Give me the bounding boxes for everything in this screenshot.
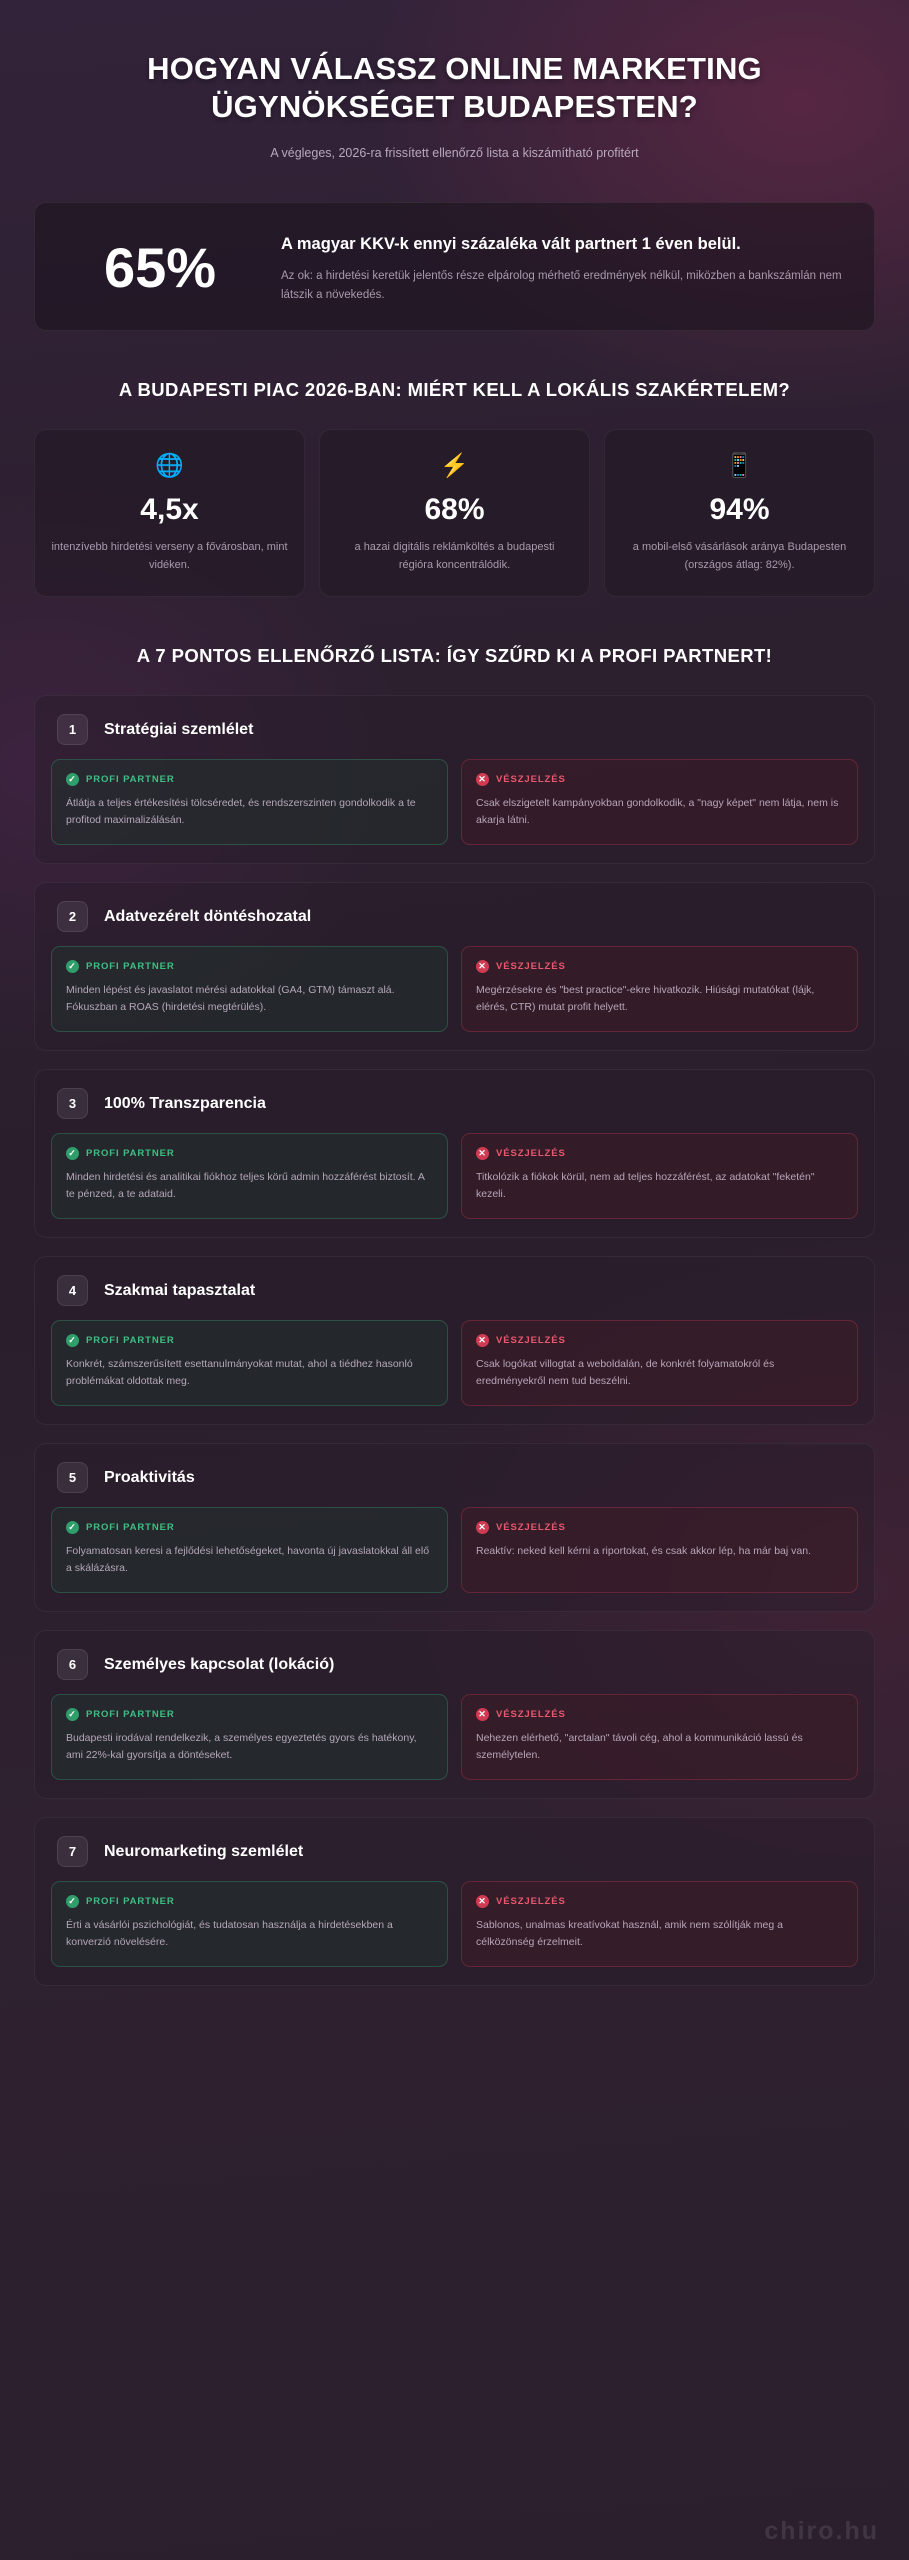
good-panel-head bbox=[66, 1147, 433, 1160]
bad-panel-label: VÉSZJELZÉS bbox=[496, 1896, 566, 1908]
checklist-item-panels bbox=[51, 1133, 858, 1219]
market-card bbox=[34, 429, 305, 597]
good-panel bbox=[51, 1320, 448, 1406]
good-panel-label: PROFI PARTNER bbox=[86, 1522, 175, 1534]
market-card-value: 68% bbox=[424, 493, 485, 527]
lightning-icon: ⚡ bbox=[440, 452, 469, 479]
good-panel bbox=[51, 759, 448, 845]
check-circle-icon: ✓ bbox=[66, 1334, 79, 1347]
good-panel bbox=[51, 1694, 448, 1780]
checklist-item bbox=[34, 1256, 875, 1425]
bad-panel bbox=[461, 1320, 858, 1406]
mobile-icon: 📱 bbox=[725, 452, 754, 479]
check-circle-icon: ✓ bbox=[66, 1895, 79, 1908]
bad-panel bbox=[461, 759, 858, 845]
checklist-item bbox=[34, 1069, 875, 1238]
checklist-item bbox=[34, 1817, 875, 1986]
cross-circle-icon: ✕ bbox=[476, 1147, 489, 1160]
bad-panel-head bbox=[476, 773, 843, 786]
good-panel-text: Minden lépést és javaslatot mérési adatokkal (GA4, GTM) támaszt alá. Fókuszban a ROAS (hirdetési megtérülés). bbox=[66, 984, 395, 1014]
good-panel bbox=[51, 1133, 448, 1219]
checklist-item-panels bbox=[51, 759, 858, 845]
good-panel-label: PROFI PARTNER bbox=[86, 774, 175, 786]
bad-panel-text: Titkolózik a fiókok körül, nem ad teljes hozzáférést, az adatokat "feketén" kezeli. bbox=[476, 1171, 815, 1201]
good-panel-label: PROFI PARTNER bbox=[86, 961, 175, 973]
bad-panel-text: Nehezen elérhető, "arctalan" távoli cég, ahol a kommunikáció lassú és személytelen. bbox=[476, 1732, 803, 1762]
stat-highlight-body bbox=[281, 229, 844, 305]
good-panel-text: Átlátja a teljes értékesítési tölcséredet, és rendszerszinten gondolkodik a te profitod maximalizálásán. bbox=[66, 797, 416, 827]
bad-panel-head bbox=[476, 1147, 843, 1160]
checklist-item-panels bbox=[51, 1694, 858, 1780]
checklist-item-title: Szakmai tapasztalat bbox=[104, 1281, 256, 1299]
cross-circle-icon: ✕ bbox=[476, 1708, 489, 1721]
page-subtitle: A végleges, 2026-ra frissített ellenőrző lista a kiszámítható profitért bbox=[270, 145, 639, 160]
checklist-item-number: 1 bbox=[57, 714, 88, 745]
checklist-item-head bbox=[51, 1460, 858, 1507]
stat-highlight-title: A magyar KKV-k ennyi százaléka vált partnert 1 éven belül. bbox=[281, 234, 741, 253]
market-card bbox=[604, 429, 875, 597]
good-panel bbox=[51, 1881, 448, 1967]
checklist-item-head bbox=[51, 1647, 858, 1694]
stat-highlight-number: 65% bbox=[103, 235, 217, 299]
checklist-item-title: Neuromarketing szemlélet bbox=[104, 1842, 304, 1860]
checklist-item-head bbox=[51, 1086, 858, 1133]
cross-circle-icon: ✕ bbox=[476, 773, 489, 786]
bad-panel-head bbox=[476, 1708, 843, 1721]
bad-panel-label: VÉSZJELZÉS bbox=[496, 1148, 566, 1160]
check-circle-icon: ✓ bbox=[66, 960, 79, 973]
good-panel-head bbox=[66, 960, 433, 973]
bad-panel-text: Csak elszigetelt kampányokban gondolkodik, a "nagy képet" nem látja, nem is akarja látni. bbox=[476, 797, 839, 827]
cross-circle-icon: ✕ bbox=[476, 960, 489, 973]
cross-circle-icon: ✕ bbox=[476, 1521, 489, 1534]
good-panel-head bbox=[66, 1708, 433, 1721]
checklist-item-title: Személyes kapcsolat (lokáció) bbox=[104, 1655, 335, 1673]
bad-panel-label: VÉSZJELZÉS bbox=[496, 1709, 566, 1721]
bad-panel-text: Megérzésekre és "best practice"-ekre hivatkozik. Hiúsági mutatókat (lájk, elérés, CTR) mutat profit helyett. bbox=[476, 984, 815, 1014]
checklist-item-panels bbox=[51, 1881, 858, 1967]
check-circle-icon: ✓ bbox=[66, 773, 79, 786]
checklist-item-head bbox=[51, 899, 858, 946]
page-title: HOGYAN VÁLASSZ ONLINE MARKETING ÜGYNÖKSÉGET BUDAPESTEN? bbox=[147, 51, 762, 124]
stat-highlight-card bbox=[34, 202, 875, 332]
check-circle-icon: ✓ bbox=[66, 1521, 79, 1534]
hero-section bbox=[34, 34, 875, 168]
cross-circle-icon: ✕ bbox=[476, 1895, 489, 1908]
checklist-item-title: 100% Transzparencia bbox=[104, 1094, 266, 1112]
checklist-item-number: 7 bbox=[57, 1836, 88, 1867]
good-panel-text: Érti a vásárlói pszichológiát, és tudatosan használja a hirdetésekben a konverzió növelésére. bbox=[66, 1919, 393, 1949]
good-panel-label: PROFI PARTNER bbox=[86, 1335, 175, 1347]
bad-panel bbox=[461, 1694, 858, 1780]
bad-panel bbox=[461, 946, 858, 1032]
good-panel bbox=[51, 1507, 448, 1593]
checklist-section-title: A 7 PONTOS ELLENŐRZŐ LISTA: ÍGY SZŰRD KI A PROFI PARTNERT! bbox=[136, 645, 773, 667]
bad-panel-text: Reaktív: neked kell kérni a riportokat, és csak akkor lép, ha már baj van. bbox=[476, 1545, 811, 1558]
checklist-item-head bbox=[51, 712, 858, 759]
checklist-item-title: Adatvezérelt döntéshozatal bbox=[104, 907, 312, 925]
bad-panel-label: VÉSZJELZÉS bbox=[496, 774, 566, 786]
checklist-item-head bbox=[51, 1273, 858, 1320]
checklist-item bbox=[34, 1443, 875, 1612]
checklist-item-number: 5 bbox=[57, 1462, 88, 1493]
checklist-item bbox=[34, 882, 875, 1051]
bad-panel-head bbox=[476, 1334, 843, 1347]
market-card-label: a hazai digitális reklámköltés a budapesti régióra koncentrálódik. bbox=[354, 541, 555, 571]
bad-panel bbox=[461, 1507, 858, 1593]
check-circle-icon: ✓ bbox=[66, 1708, 79, 1721]
cross-circle-icon: ✕ bbox=[476, 1334, 489, 1347]
bad-panel-label: VÉSZJELZÉS bbox=[496, 1335, 566, 1347]
market-card-label: intenzívebb hirdetési verseny a fővárosban, mint vidéken. bbox=[51, 541, 288, 571]
bad-panel-label: VÉSZJELZÉS bbox=[496, 961, 566, 973]
market-card bbox=[319, 429, 590, 597]
good-panel-text: Konkrét, számszerűsített esettanulmányokat mutat, ahol a tiédhez hasonló problémákat oldottak meg. bbox=[66, 1358, 413, 1388]
checklist-item bbox=[34, 1630, 875, 1799]
market-card-value: 94% bbox=[709, 493, 770, 527]
bad-panel-text: Sablonos, unalmas kreatívokat használ, amik nem szólítják meg a célközönség érzelmeit. bbox=[476, 1919, 783, 1949]
checklist-item-title: Stratégiai szemlélet bbox=[104, 720, 254, 738]
checklist bbox=[34, 695, 875, 1986]
checklist-item-panels bbox=[51, 1320, 858, 1406]
good-panel-text: Folyamatosan keresi a fejlődési lehetőségeket, havonta új javaslatokkal áll elő a skálázásra. bbox=[66, 1545, 430, 1575]
checklist-item-number: 6 bbox=[57, 1649, 88, 1680]
bottom-spacer bbox=[34, 2004, 875, 2050]
good-panel-head bbox=[66, 1334, 433, 1347]
bad-panel bbox=[461, 1881, 858, 1967]
checklist-item-panels bbox=[51, 946, 858, 1032]
good-panel-head bbox=[66, 1895, 433, 1908]
bad-panel bbox=[461, 1133, 858, 1219]
checklist-item-number: 4 bbox=[57, 1275, 88, 1306]
good-panel-label: PROFI PARTNER bbox=[86, 1896, 175, 1908]
good-panel-head bbox=[66, 773, 433, 786]
market-card-value: 4,5x bbox=[140, 493, 199, 527]
market-section-title: A BUDAPESTI PIAC 2026-BAN: MIÉRT KELL A LOKÁLIS SZAKÉRTELEM? bbox=[118, 379, 791, 401]
bad-panel-head bbox=[476, 1521, 843, 1534]
checklist-item-number: 3 bbox=[57, 1088, 88, 1119]
globe-icon: 🌐 bbox=[155, 452, 184, 479]
good-panel-head bbox=[66, 1521, 433, 1534]
checklist-item-panels bbox=[51, 1507, 858, 1593]
stat-highlight-description: Az ok: a hirdetési keretük jelentős része elpárolog mérhető eredmények nélkül, miközben a bankszámlán nem látszik a növekedés. bbox=[281, 269, 842, 301]
bad-panel-head bbox=[476, 1895, 843, 1908]
check-circle-icon: ✓ bbox=[66, 1147, 79, 1160]
watermark: chiro.hu bbox=[764, 2517, 879, 2545]
good-panel bbox=[51, 946, 448, 1032]
bad-panel-text: Csak logókat villogtat a weboldalán, de konkrét folyamatokról és eredményekről nem tud beszélni. bbox=[476, 1358, 775, 1388]
market-card-row bbox=[34, 429, 875, 597]
bad-panel-head bbox=[476, 960, 843, 973]
good-panel-text: Minden hirdetési és analitikai fiókhoz teljes körű admin hozzáférést biztosít. A te pénzed, a te adataid. bbox=[66, 1171, 425, 1201]
checklist-item-head bbox=[51, 1834, 858, 1881]
checklist-item-title: Proaktivitás bbox=[104, 1468, 195, 1486]
bad-panel-label: VÉSZJELZÉS bbox=[496, 1522, 566, 1534]
good-panel-text: Budapesti irodával rendelkezik, a személyes egyeztetés gyors és hatékony, ami 22%-kal gyorsítja a döntéseket. bbox=[66, 1732, 417, 1762]
good-panel-label: PROFI PARTNER bbox=[86, 1148, 175, 1160]
good-panel-label: PROFI PARTNER bbox=[86, 1709, 175, 1721]
market-card-label: a mobil-első vásárlások aránya Budapesten (országos átlag: 82%). bbox=[632, 541, 847, 571]
checklist-item-number: 2 bbox=[57, 901, 88, 932]
checklist-item bbox=[34, 695, 875, 864]
